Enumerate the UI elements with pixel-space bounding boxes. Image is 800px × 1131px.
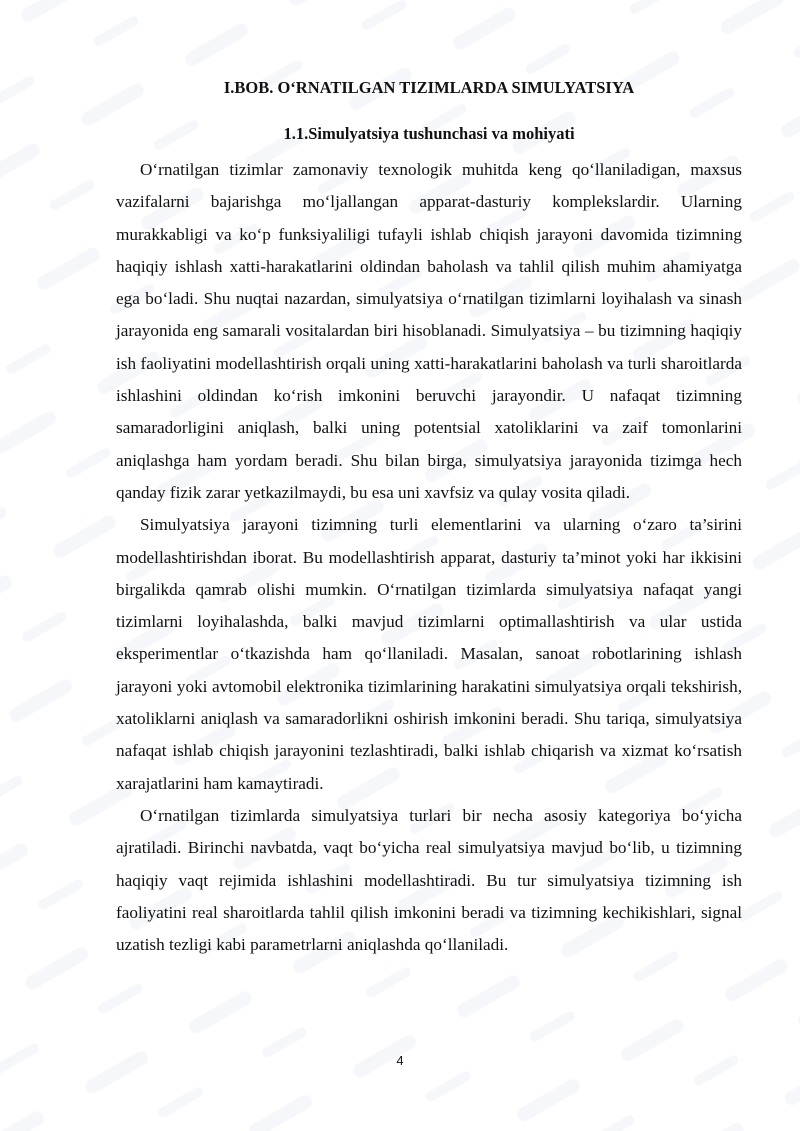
chapter-title: I.BOB. O‘RNATILGAN TIZIMLARDA SIMULYATSIYA: [223, 78, 635, 97]
paragraph: O‘rnatilgan tizimlarda simulyatsiya turlari bir necha asosiy kategoriya bo‘yicha ajratiladi. Birinchi navbatda, vaqt bo‘yicha real simulyatsiya mavjud bo‘lib, u tizimning haqiqiy vaqt rejimida ishlashini modellashtiradi. Bu tur simulyatsiya tizimning ish faoliyatini real sharoitlarda tahlil qilish imkonini beradi va tizimning kechikishlari, signal uzatish tezligi kabi parametrlarni aniqlashda qo‘llaniladi.: [116, 805, 742, 955]
page-number: 4: [396, 1053, 404, 1068]
paragraph: O‘rnatilgan tizimlar zamonaviy texnologik muhitda keng qo‘llaniladigan, maxsus vazifalarni bajarishga mo‘ljallangan apparat-dasturiy komplekslardir. Ularning murakkabligi va ko‘p funksiyaliligi tufayli ishlab chiqish jarayoni davomida tizimning haqiqiy ishlash xatti-harakatlarini oldindan baholash va tahlil qilish muhim ahamiyatga ega bo‘ladi. Shu nuqtai nazardan, simulyatsiya o‘rnatilgan tizimlarni loyihalash va sinash jarayonida eng samarali vositalardan biri hisoblanadi. Simulyatsiya – bu tizimning haqiqiy ish faoliyatini modellashtirish orqali uning xatti-harakatlarini baholash va turli sharoitlarda ishlashini oldindan ko‘rish imkonini beruvchi jarayondir. U nafaqat tizimning samaradorligini aniqlash, balki uning potentsial xatoliklarini va zaif tomonlarini aniqlashga ham yordam beradi. Shu bilan birga, simulyatsiya jarayonida tizimga hech qanday fizik zarar yetkazilmaydi, bu esa uni xavfsiz va qulay vosita qiladi.: [116, 160, 742, 502]
document-body: [116, 76, 742, 961]
section-title: 1.1.Simulyatsiya tushunchasi va mohiyati: [283, 124, 575, 143]
paragraph: Simulyatsiya jarayoni tizimning turli elementlarini va ularning o‘zaro ta’sirini modellashtirishdan iborat. Bu modellashtirish apparat, dasturiy ta’minot yoki har ikkisini birgalikda qamrab olishi mumkin. O‘rnatilgan tizimlarda simulyatsiya nafaqat yangi tizimlarni loyihalashda, balki mavjud tizimlarni optimallashtirish va ular ustida eksperimentlar o‘tkazishda ham qo‘llaniladi. Masalan, sanoat robotlarining ishlash jarayoni yoki avtomobil elektronika tizimlarining harakatini simulyatsiya orqali tekshirish, xatoliklarni aniqlash va samaradorlikni oshirish imkonini beradi. Shu tariqa, simulyatsiya nafaqat ishlab chiqish jarayonini tezlashtiradi, balki ishlab chiqarish va xizmat ko‘rsatish xarajatlarini ham kamaytiradi.: [116, 515, 742, 793]
